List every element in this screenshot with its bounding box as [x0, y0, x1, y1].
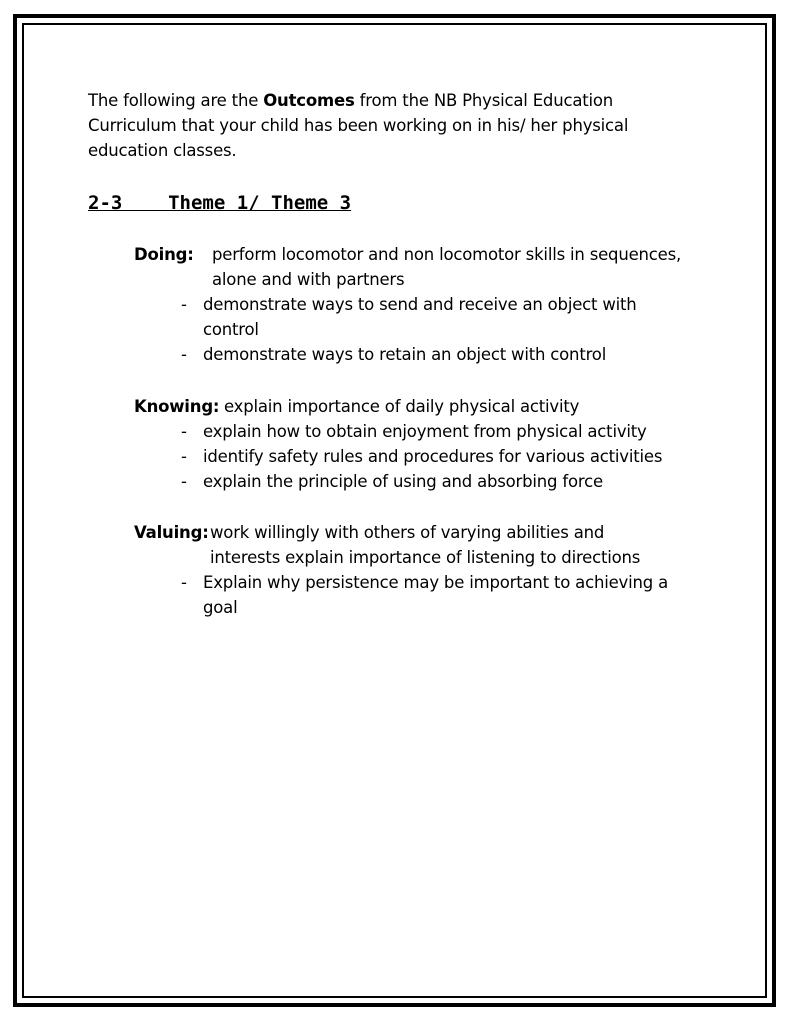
- section-heading: 2-3 Theme 1/ Theme 3: [88, 192, 352, 214]
- bullet-dash: -: [181, 573, 187, 592]
- knowing-bullet-1: explain how to obtain enjoyment from physical activity: [203, 422, 647, 441]
- knowing-bullet-2: identify safety rules and procedures for various activities: [203, 447, 663, 466]
- doing-bullet-2: demonstrate ways to retain an object with control: [203, 345, 607, 364]
- valuing-line-2: interests explain importance of listening to directions: [210, 548, 641, 567]
- bullet-dash: -: [181, 345, 187, 364]
- intro-line-1: [88, 91, 613, 111]
- valuing-label: Valuing:: [134, 523, 209, 542]
- knowing-bullet-3: explain the principle of using and absorbing force: [203, 472, 603, 491]
- bullet-dash: -: [181, 472, 187, 491]
- bullet-dash: -: [181, 447, 187, 466]
- intro-text-continued: from the NB Physical Education: [354, 91, 614, 110]
- intro-line-2: Curriculum that your child has been working on in his/ her physical: [88, 116, 629, 135]
- intro-text: The following are the: [88, 91, 264, 110]
- knowing-line-1: explain importance of daily physical activity: [224, 397, 580, 416]
- valuing-bullet-1-line-1: Explain why persistence may be important to achieving a: [203, 573, 668, 592]
- knowing-label: Knowing:: [134, 397, 220, 416]
- page-border-inner: [22, 23, 767, 998]
- valuing-bullet-1-line-2: goal: [203, 598, 238, 617]
- doing-label: Doing:: [134, 245, 194, 264]
- valuing-line-1: work willingly with others of varying abilities and: [210, 523, 605, 542]
- outcomes-emphasis: Outcomes: [263, 91, 355, 110]
- bullet-dash: -: [181, 295, 187, 314]
- doing-bullet-1-line-1: demonstrate ways to send and receive an object with: [203, 295, 637, 314]
- doing-line-1: perform locomotor and non locomotor skills in sequences,: [212, 245, 682, 264]
- intro-line-3: education classes.: [88, 141, 237, 160]
- doing-bullet-1-line-2: control: [203, 320, 259, 339]
- bullet-dash: -: [181, 422, 187, 441]
- doing-line-2: alone and with partners: [212, 270, 405, 289]
